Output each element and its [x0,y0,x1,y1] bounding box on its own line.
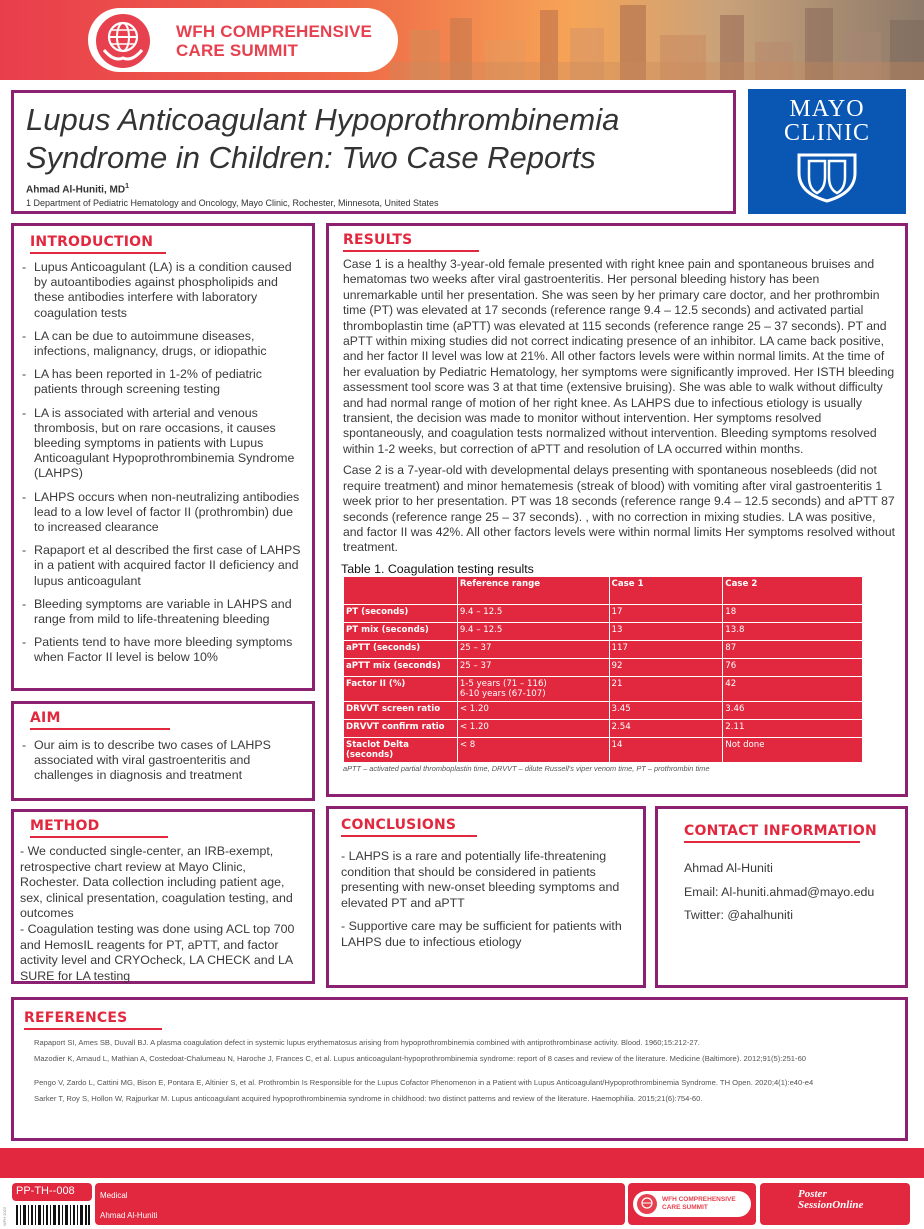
results-heading: RESULTS [343,232,413,248]
summit-line2: CARE SUMMIT [176,41,299,60]
table-cell: < 1.20 [457,719,609,737]
table-row [344,640,863,658]
table-cell: 9.4 – 12.5 [457,622,609,640]
table-cell [457,676,609,701]
method-text-2: - Coagulation testing was done using ACL top 700 and HemosIL reagents for PT, aPTT, and factor activity level and CRYOcheck, LA CHECK and LA SURE for LA testing [20,921,295,983]
method-panel [11,809,315,984]
heading-underline [684,841,860,843]
affiliation: 1 Department of Pediatric Hematology and Oncology, Mayo Clinic, Rochester, Minnesota, United States [26,198,439,209]
table-header-row [344,576,863,604]
contact-name: Ahmad Al-Huniti [684,861,773,875]
title-block [11,90,736,214]
poster-id-box [12,1183,92,1201]
reference-item: Mazodier K, Arnaud L, Mathian A, Costedoat-Chalumeau N, Haroche J, Frances C, et al. Lupus anticoagulant-hypoprothrombinemia syndrome: report of 8 cases and review of the literature. Medicine (Baltimore). 2012;91(5):251-60 [34,1054,807,1063]
list-item: - Rapaport et al described the first case of LAHPS in a patient with acquired factor II deficiency and lupus anticoagulant [18,543,306,589]
summit-footer-line2: CARE SUMMIT [662,1203,708,1211]
table-cell: 92 [609,658,723,676]
table-cell: 42 [723,676,863,701]
table-cell: 117 [609,640,723,658]
table-row [344,658,863,676]
table-header-cell [344,576,458,604]
footer [0,1178,924,1229]
heading-underline [343,250,479,252]
summit-line1: WFH COMPREHENSIVE [176,22,373,41]
list-item: - Lupus Anticoagulant (LA) is a condition caused by autoantibodies against phospholipids and these antibodies interfere with laboratory coagulation tests [18,260,306,321]
table-cell: 3.46 [723,701,863,719]
method-text-1: - We conducted single-center, an IRB-exempt, retrospective chart review at Mayo Clinic, Rochester. Data collection including patient age, sex, clinical presentation, coagulation testing, and outcomes [20,844,293,921]
table-cell: 21 [609,676,723,701]
contact-twitter[interactable]: Twitter: @ahalhuniti [684,908,793,923]
poster-session-online-box[interactable] [760,1183,910,1225]
title-line1: Lupus Anticoagulant Hypoprothrombinemia [26,102,620,137]
table-cell: 18 [723,604,863,622]
table-cell: PT mix (seconds) [344,622,458,640]
globe-hands-logo-icon [94,12,152,70]
list-item: - Bleeding symptoms are variable in LAHPS and range from mild to life-threatening bleeding [18,597,306,627]
method-heading: METHOD [30,818,100,834]
summit-logo-text [176,22,372,60]
footer-band [0,1148,924,1178]
table-cell: 3.45 [609,701,723,719]
table-cell: 87 [723,640,863,658]
table-caption: Table 1. Coagulation testing results [341,561,534,576]
table-footnote: aPTT – activated partial thromboplastin time, DRVVT – dilute Russell's viper venom time, PT – prothrombin time [343,763,710,773]
heading-underline [341,835,477,837]
barcode-icon [16,1205,90,1225]
table-row [344,676,863,701]
references-panel [11,997,908,1141]
table-row [344,604,863,622]
results-panel [326,223,908,797]
list-item: - LAHPS occurs when non-neutralizing antibodies lead to a low level of factor II (prothrombin) due to increased clearance [18,490,306,536]
table-header-cell: Reference range [457,576,609,604]
logo-line2: CLINIC [784,120,870,146]
mayo-clinic-logo [748,89,906,214]
summit-footer-line1: WFH COMPREHENSIVE [662,1196,736,1203]
contact-heading: CONTACT INFORMATION [684,823,877,839]
table-cell: 2.11 [723,719,863,737]
table-cell: 76 [723,658,863,676]
table-header-cell: Case 2 [723,576,863,604]
contact-email[interactable]: Email: Al-huniti.ahmad@mayo.edu [684,884,875,899]
list-item: - LA is associated with arterial and venous thrombosis, but on rare occasions, it causes bleeding symptoms in patients with Lupus Anticoagulant Hypoprothrombinemia Syndrome (LAHPS) [18,406,306,482]
list-item: - Patients tend to have more bleeding symptoms when Factor II level is below 10% [18,635,306,665]
introduction-list [18,260,306,666]
coagulation-table [343,576,863,763]
case2-text: Case 2 is a 7-year-old with developmental delays presenting with spontaneous nosebleeds (did not require treatment) and minor hematemesis (streak of blood) with vomiting after viral gastroenteritis 1 week prior to her presentation. PT was 18 seconds (reference range 9.4 – 12.5 seconds) and aPTT 87 seconds (reference range 25 – 37 seconds). , with no correction in mixing studies. LA was positive, and factor II was 42%. All other factors levels were within normal limits Her symptoms resolved without treatment. [343,463,896,555]
table-cell: PT (seconds) [344,604,458,622]
table-row [344,622,863,640]
table-cell: Not done [723,737,863,762]
table-cell: 17 [609,604,723,622]
ref-range-line1: 1-5 years (71 – 116) [459,678,547,689]
poster-info-box [95,1183,625,1225]
table-cell: 14 [609,737,723,762]
table-cell: 25 – 37 [457,658,609,676]
list-item: - LA can be due to autoimmune diseases, infections, malignancy, drugs, or idiopathic [18,329,306,359]
author-superscript: 1 [125,183,129,190]
author-name [26,183,721,195]
case1-text: Case 1 is a healthy 3-year-old female presented with right knee pain and spontaneous bruises and hematomas two weeks after viral gastroenteritis. Her personal bleeding history has been unremarkable until her presentation. She was seen by her primary care doctor, and her prothrombin time (PT) was elevated at 17 seconds (reference range 9.4 – 12.5 seconds) and activated partial thromboplastin time (aPTT) was elevated at 115 seconds (reference range 25 – 37 seconds). PT and aPTT within mixing studies did not correct indicating presence of an inhibitor. LA came back positive, and her factor II level was low at 21%. All other factors levels were within normal limits. At the time of her evaluation by Pediatric Hematology, her symptoms were significantly improved. Her ISTH bleeding assessment tool score was 3 at that time (extensive bruising). She was able to walk without difficulty and had normal range of motion of her right knee. As LAHPS due to infectious etiology is usually transient, the decision was made to monitor without intervention. Her symptoms resolved spontaneously, and coagulation tests normalized without intervention. Bleeding symptoms resolved within 1-2 weeks, but correction of aPTT and resolution of LA occurred within months. [343,257,895,456]
psol-line1: Poster [798,1188,827,1200]
conclusions-heading: CONCLUSIONS [341,817,457,833]
conclusion-item: - Supportive care may be sufficient for patients with LAHPS due to infectious etiology [341,919,622,949]
table-cell: < 1.20 [457,701,609,719]
ref-range-line2: 6-10 years (67-107) [459,688,546,699]
table-header-cell: Case 1 [609,576,723,604]
logo-line1: MAYO [789,96,865,122]
side-code: WFH 2022 [2,1206,7,1226]
author-text: Ahmad Al-Huniti, MD [26,184,126,196]
introduction-panel [11,223,315,691]
heading-underline [30,252,166,254]
globe-hands-logo-icon [636,1193,658,1215]
table-row [344,701,863,719]
triple-shield-icon [795,151,859,203]
poster-category: Medical [100,1191,128,1200]
heading-underline [30,836,168,838]
introduction-heading: INTRODUCTION [30,234,154,250]
table-cell: 13 [609,622,723,640]
table-cell: aPTT (seconds) [344,640,458,658]
poster-id: PP-TH--008 [16,1185,75,1197]
table-cell: aPTT mix (seconds) [344,658,458,676]
poster-session-online-logo [798,1189,863,1211]
summit-footer-box [628,1183,756,1225]
table-cell: < 8 [457,737,609,762]
references-list [24,1038,893,1104]
summit-footer-text [662,1196,736,1211]
references-heading: REFERENCES [24,1010,128,1026]
table-cell: Factor II (%) [344,676,458,701]
table-cell: 2.54 [609,719,723,737]
reference-item: Pengo V, Zardo L, Cattini MG, Bison E, Pontara E, Altinier S, et al. Prothrombin Is Responsible for the Lupus Cofactor Phenomenon in a Patient with Lupus Anticoagulant/Hypoprothrombinemia Syndrome. TH Open. 2020;4(1):e40-e4 [34,1078,814,1087]
table-cell: 25 – 37 [457,640,609,658]
heading-underline [30,728,170,730]
table-cell: DRVVT confirm ratio [344,719,458,737]
list-item: - Our aim is to describe two cases of LAHPS associated with viral gastroenteritis and challenges in diagnosis and treatment [18,738,306,784]
table-cell: DRVVT screen ratio [344,701,458,719]
city-skyline-image [390,0,924,80]
aim-panel [11,701,315,801]
table-row [344,719,863,737]
reference-item: Sarker T, Roy S, Hollon W, Rajpurkar M. Lupus anticoagulant acquired hypoprothrombinemia syndrome in childhood: two distinct patterns and review of the literature. Haemophilia. 2015;21(6):754-60. [34,1094,703,1103]
heading-underline [24,1028,162,1030]
conclusion-item: - LAHPS is a rare and potentially life-threatening condition that should be considered in patients presenting with new-onset bleeding symptoms and elevated PT and aPTT [341,849,620,910]
table-cell: 13.8 [723,622,863,640]
aim-list [18,738,306,784]
psol-line2: SessionOnline [798,1199,864,1211]
table-cell: 9.4 – 12.5 [457,604,609,622]
header-banner [0,0,924,80]
poster-presenter: Ahmad Al-Huniti [100,1211,158,1220]
table-cell: Staclot Delta (seconds) [344,737,458,762]
reference-item: Rapaport SI, Ames SB, Duvall BJ. A plasma coagulation defect in systemic lupus erythematosus arising from hypoprothrombinemia combined with antiprothrombinase activity. Blood. 1960;15:212-27. [34,1038,700,1047]
poster-title [26,101,721,177]
conclusions-panel [326,806,646,988]
list-item: - LA has been reported in 1-2% of pediatric patients through screening testing [18,367,306,397]
contact-panel [655,806,908,988]
aim-heading: AIM [30,710,61,726]
table-row [344,737,863,762]
title-line2: Syndrome in Children: Two Case Reports [26,140,596,175]
